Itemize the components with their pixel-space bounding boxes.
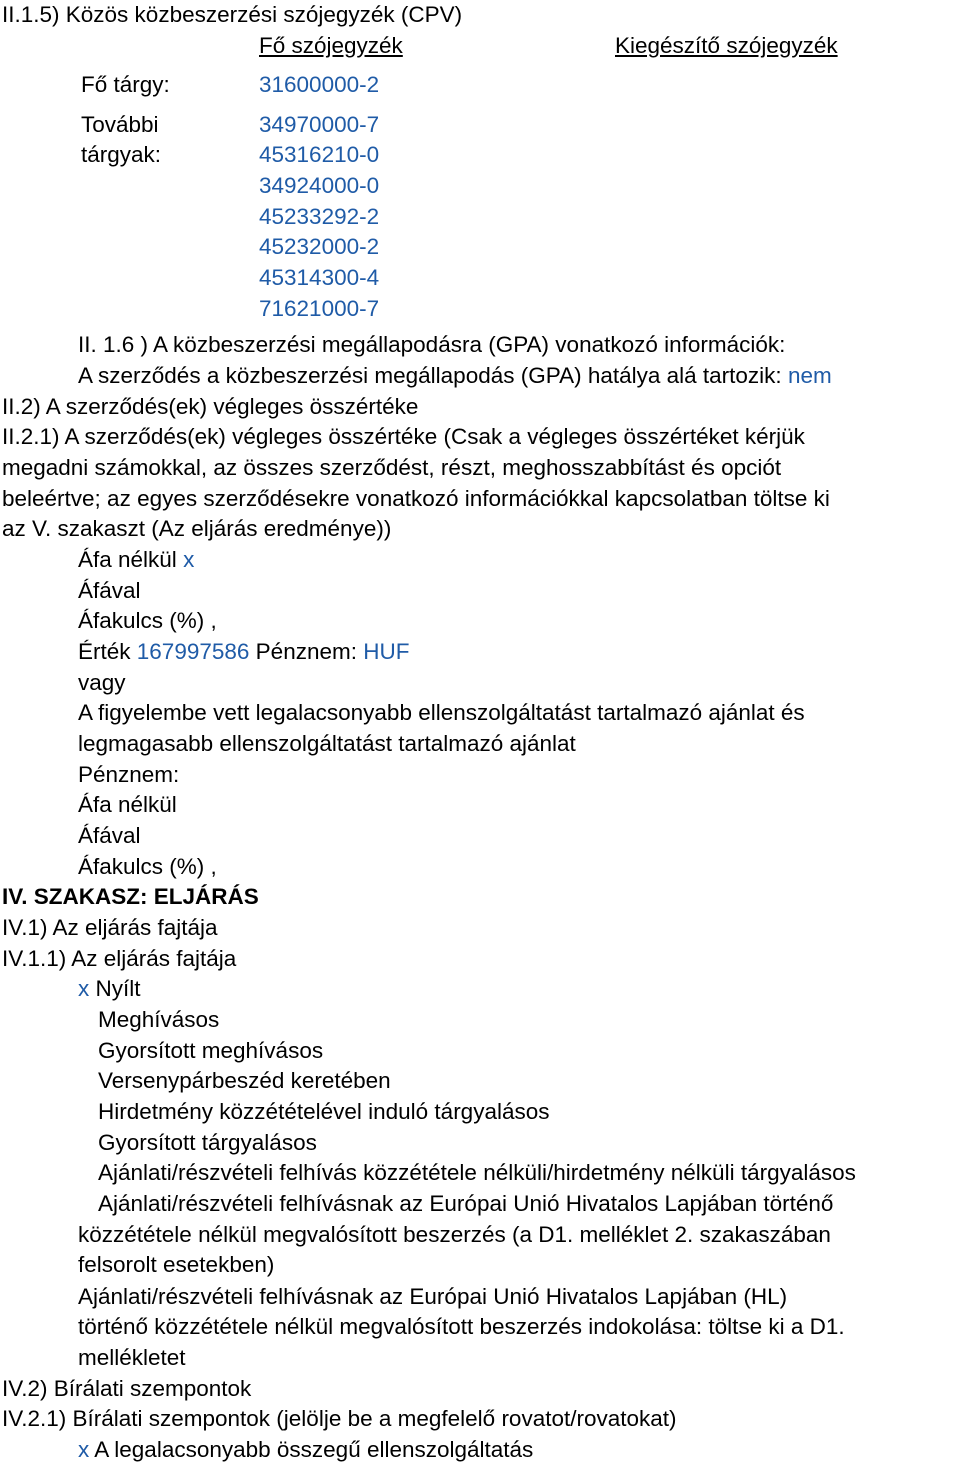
- procedure-type-subheading: IV.1.1) Az eljárás fajtája: [2, 946, 237, 971]
- range-no-vat-label: Áfa nélkül: [78, 792, 177, 817]
- other-object-code: 34924000-0: [259, 173, 380, 198]
- gpa-value: nem: [787, 363, 832, 388]
- procedure-option: Hirdetmény közzétételével induló tárgyalásos: [98, 1099, 550, 1124]
- value-label: Érték: [78, 639, 131, 664]
- no-vat-label: Áfa nélkül: [78, 547, 177, 572]
- total-value-heading: II.2) A szerződés(ek) végleges összértéke: [2, 394, 419, 419]
- main-object-code: 31600000-2: [259, 72, 380, 97]
- or-label: vagy: [78, 670, 126, 695]
- main-object-label: Fő tárgy:: [81, 72, 170, 97]
- other-object-code: 45233292-2: [259, 204, 380, 229]
- gpa-heading: II. 1.6 ) A közbeszerzési megállapodásra (GPA) vonatkozó információk:: [78, 332, 786, 357]
- gpa-text: A szerződés a közbeszerzési megállapodás (GPA) hatálya alá tartozik:: [78, 363, 782, 388]
- cpv-heading: II.1.5) Közös közbeszerzési szójegyzék (CPV): [2, 2, 463, 27]
- procedure-option: Ajánlati/részvételi felhívás közzététele nélküli/hirdetmény nélküli tárgyalásos: [98, 1160, 856, 1185]
- no-vat-mark: x: [183, 547, 195, 572]
- other-object-code: 45314300-4: [259, 265, 380, 290]
- gpa-statement: [78, 361, 832, 392]
- criteria-heading: IV.2) Bírálati szempontok: [2, 1376, 252, 1401]
- value-amount: 167997586: [136, 639, 250, 664]
- procedure-option: Meghívásos: [98, 1007, 220, 1032]
- procedure-option-label: Nyílt: [95, 976, 141, 1001]
- procedure-option: Gyorsított meghívásos: [98, 1038, 324, 1063]
- criteria-label: A legalacsonyabb összegű ellenszolgáltatás: [94, 1437, 534, 1462]
- selected-mark: x: [78, 976, 90, 1001]
- other-object-code: 45232000-2: [259, 234, 380, 259]
- other-object-code: 34970000-7: [259, 112, 380, 137]
- range-text: legmagasabb ellenszolgáltatást tartalmazó ajánlat: [78, 731, 576, 756]
- no-vat-row: [78, 545, 194, 576]
- value-row: [78, 637, 410, 668]
- other-objects-label-cont: tárgyak:: [81, 142, 162, 167]
- currency-value: HUF: [363, 639, 410, 664]
- procedure-option-cont: felsorolt esetekben): [78, 1252, 275, 1277]
- criteria-subheading: IV.2.1) Bírálati szempontok (jelölje be a megfelelő rovatot/rovatokat): [2, 1406, 677, 1431]
- cpv-main-vocab-header: Fő szójegyzék: [259, 33, 403, 58]
- with-vat-label: Áfával: [78, 578, 141, 603]
- cpv-supp-vocab-header: Kiegészítő szójegyzék: [615, 33, 838, 58]
- procedure-option: Gyorsított tárgyalásos: [98, 1130, 317, 1155]
- justification-text: mellékletet: [78, 1345, 186, 1370]
- justification-text: Ajánlati/részvételi felhívásnak az Európai Unió Hivatalos Lapjában (HL): [78, 1284, 788, 1309]
- other-object-code: 71621000-7: [259, 296, 380, 321]
- procedure-option: Ajánlati/részvételi felhívásnak az Európai Unió Hivatalos Lapjában történő: [98, 1191, 834, 1216]
- criteria-mark: x: [78, 1437, 90, 1462]
- total-value-intro: beleértve; az egyes szerződésekre vonatkozó információkkal kapcsolatban töltse ki: [2, 486, 830, 511]
- other-object-code: 45316210-0: [259, 142, 380, 167]
- range-text: A figyelembe vett legalacsonyabb ellenszolgáltatást tartalmazó ajánlat és: [78, 700, 805, 725]
- section-iv-title: IV. SZAKASZ: ELJÁRÁS: [2, 884, 259, 909]
- procedure-option: Versenypárbeszéd keretében: [98, 1068, 391, 1093]
- total-value-intro: megadni számokkal, az összes szerződést, részt, meghosszabbítást és opciót: [2, 455, 782, 480]
- range-currency-label: Pénznem:: [78, 762, 180, 787]
- vat-rate-label: Áfakulcs (%) ,: [78, 608, 217, 633]
- criteria-selected: [78, 1435, 533, 1466]
- range-vat-rate-label: Áfakulcs (%) ,: [78, 854, 217, 879]
- total-value-intro: az V. szakaszt (Az eljárás eredménye)): [2, 516, 392, 541]
- procedure-type-heading: IV.1) Az eljárás fajtája: [2, 915, 218, 940]
- procedure-option-open: [78, 974, 141, 1005]
- range-with-vat-label: Áfával: [78, 823, 141, 848]
- total-value-intro: II.2.1) A szerződés(ek) végleges összértéke (Csak a végleges összértéket kérjük: [2, 424, 805, 449]
- justification-text: történő közzététele nélkül megvalósított beszerzés indokolása: töltse ki a D1.: [78, 1314, 845, 1339]
- procedure-option-cont: közzététele nélkül megvalósított beszerzés (a D1. melléklet 2. szakaszában: [78, 1222, 831, 1247]
- other-objects-label: További: [81, 112, 159, 137]
- currency-label: Pénznem:: [255, 639, 357, 664]
